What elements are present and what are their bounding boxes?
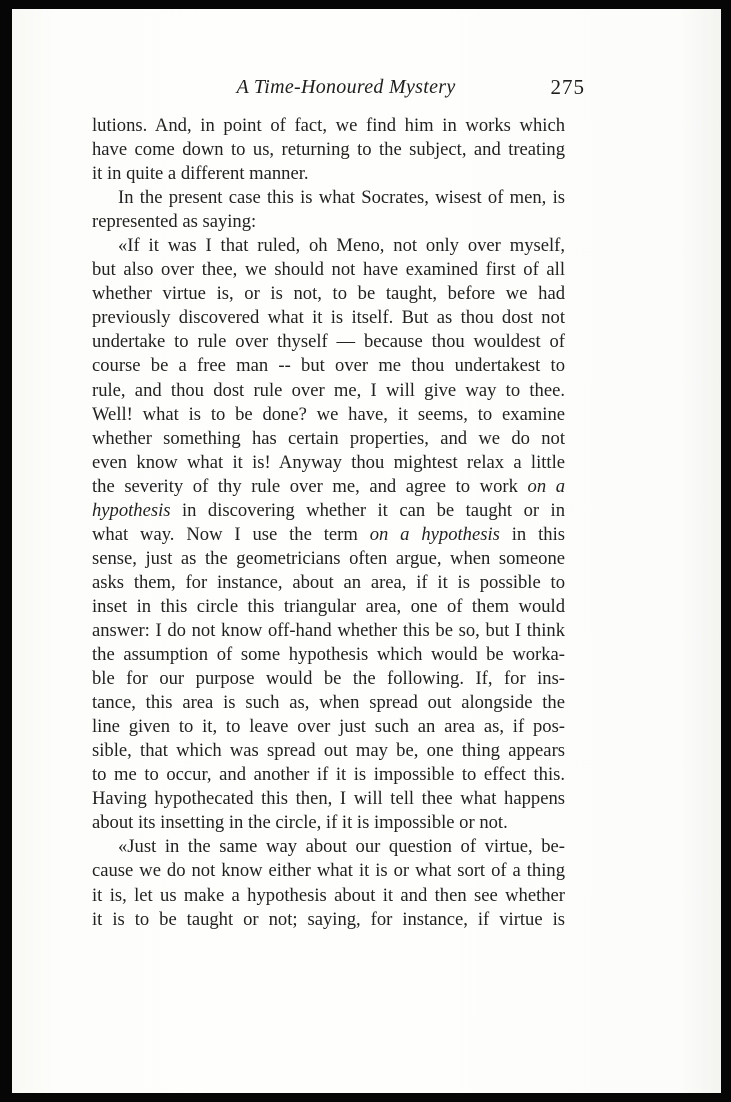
text-line: line given to it, to leave over just such an area as, if pos- xyxy=(92,716,565,738)
page-number: 275 xyxy=(550,75,585,99)
text-line: whether virtue is, or is not, to be taught, before we had xyxy=(92,283,565,305)
italic-phrase: hypothesis xyxy=(92,499,171,521)
text-line: previously discovered what it is itself. But as thou dost not xyxy=(92,307,565,329)
text-segment: what way. Now I use the term xyxy=(92,523,358,545)
text-line: In the present case this is what Socrates, wisest of men, is xyxy=(118,187,565,209)
text-line: Having hypothecated this then, I will tell thee what happens xyxy=(92,788,565,810)
text-line: have come down to us, returning to the subject, and treating xyxy=(92,139,565,161)
text-line: undertake to rule over thyself — because thou wouldest of xyxy=(92,331,565,353)
text-line: ble for our purpose would be the following. If, for ins- xyxy=(92,668,565,690)
text-line: it is, let us make a hypothesis about it and then see whether xyxy=(92,884,565,906)
text-line: tance, this area is such as, when spread out alongside the xyxy=(92,692,565,714)
text-segment: the severity of thy rule over me, and agree to work xyxy=(92,475,518,497)
text-line: even know what it is! Anyway thou mightest relax a little xyxy=(92,451,565,473)
text-line: Well! what is to be done? we have, it seems, to examine xyxy=(92,403,565,425)
text-line: it in quite a different manner. xyxy=(92,163,309,185)
text-line: «If it was I that ruled, oh Meno, not only over myself, xyxy=(118,235,565,257)
text-line: it is to be taught or not; saying, for instance, if virtue is xyxy=(92,908,565,930)
text-line: answer: I do not know off-hand whether this be so, but I think xyxy=(92,619,565,641)
text-line: rule, and thou dost rule over me, I will give way to thee. xyxy=(92,379,565,401)
text-line: asks them, for instance, about an area, if it is possible to xyxy=(92,571,565,593)
text-line: inset in this circle this triangular area, one of them would xyxy=(92,595,565,617)
body-text xyxy=(92,114,565,932)
text-line: «Just in the same way about our question of virtue, be- xyxy=(118,836,565,858)
text-line: but also over thee, we should not have examined first of all xyxy=(92,259,565,281)
text-line: about its insetting in the circle, if it is impossible or not. xyxy=(92,812,508,834)
text-line: the assumption of some hypothesis which would be worka- xyxy=(92,644,565,666)
text-line: cause we do not know either what it is or what sort of a thing xyxy=(92,860,565,882)
running-title: A Time-Honoured Mystery xyxy=(236,76,456,98)
text-line xyxy=(92,523,565,547)
running-head xyxy=(95,69,597,99)
text-segment: in discovering whether it can be taught or in xyxy=(181,499,565,521)
text-segment: in this xyxy=(511,523,565,545)
text-line: lutions. And, in point of fact, we find him in works which xyxy=(92,115,565,136)
text-line xyxy=(92,499,565,523)
text-line xyxy=(92,475,565,499)
text-line: sense, just as the geometricians often argue, when someone xyxy=(92,547,565,569)
italic-phrase: on a hypothesis xyxy=(369,523,500,545)
text-line: to me to occur, and another if it is impossible to effect this. xyxy=(92,764,565,786)
text-line: represented as saying: xyxy=(92,211,257,233)
italic-phrase: on a xyxy=(527,475,566,497)
text-line: course be a free man -- but over me thou undertakest to xyxy=(92,355,565,377)
text-line: whether something has certain properties, and we do not xyxy=(92,427,565,449)
text-line: sible, that which was spread out may be, one thing appears xyxy=(92,740,565,762)
